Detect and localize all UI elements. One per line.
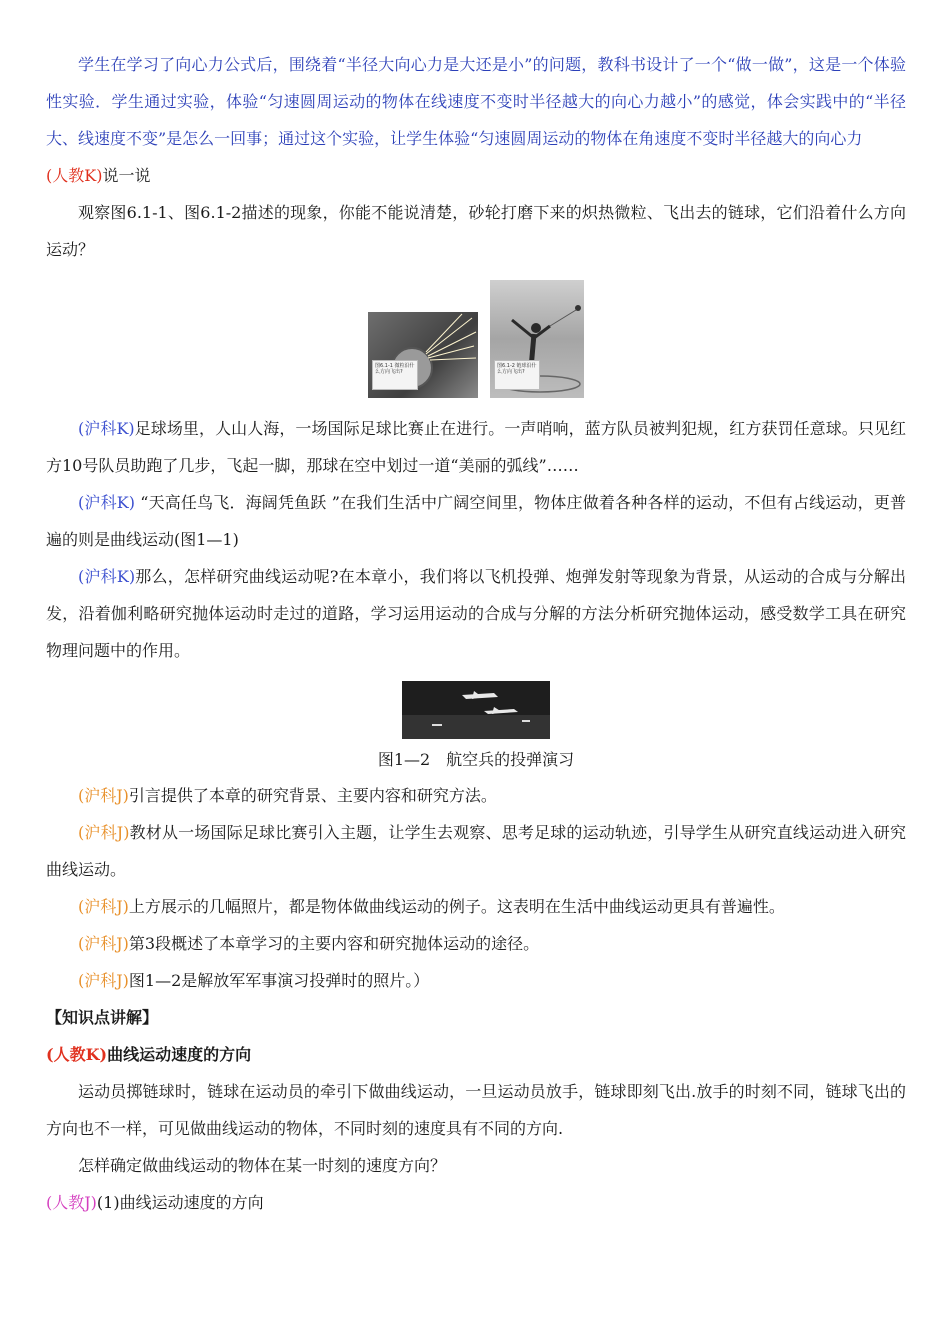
source-tag: (沪科J) — [78, 971, 129, 990]
aircraft-graphic — [402, 681, 550, 739]
hk-paragraph-2 — [46, 484, 906, 558]
section3-heading — [46, 1184, 906, 1221]
intro-paragraph: 学生在学习了向心力公式后，围绕着“半径大向心力是大还是小”的问题，教科书设计了一个“做一做”，这是一个体验性实验．学生通过实验，体验“匀速圆周运动的物体在线速度不变时半径越大的向心力越小”的感觉，体会实践中的“半径大、线速度不变”是怎么一回事；通过这个实验，让学生体验“匀速圆周运动的物体在角速度不变时半径越大的向心力 — [46, 55, 906, 148]
figure-1-2-caption: 图1—2 航空兵的投弹演习 — [377, 750, 575, 769]
source-tag: (沪科J) — [78, 823, 130, 842]
figure-6-1-1-label: 图6.1-1 微粒沿什么方向飞出? — [372, 360, 418, 390]
hk-paragraph-1-text: 足球场里，人山人海，一场国际足球比赛止在进行。一声哨响，蓝方队员被判犯规，红方获罚任意球。只见红方10号队员助跑了几步，飞起一脚，那球在空中划过一道“美丽的弧线”…… — [46, 419, 906, 475]
section3-title: (1)曲线运动速度的方向 — [96, 1193, 264, 1212]
hk-paragraph-1 — [46, 410, 906, 484]
section2-title: 曲线运动速度的方向 — [107, 1045, 252, 1064]
source-tag: (人教K) — [46, 1045, 108, 1064]
section1-body: 观察图6.1-1、图6.1-2描述的现象，你能不能说清楚，砂轮打磨下来的炽热微粒、飞出去的链球，它们沿着什么方向运动？ — [46, 203, 906, 259]
source-tag: (沪科K) — [78, 493, 135, 512]
hj-paragraph-3-text: 上方展示的几幅照片，都是物体做曲线运动的例子。这表明在生活中曲线运动更具有普遍性。 — [128, 897, 785, 916]
hj-paragraph-4-text: 第3段概述了本章学习的主要内容和研究抛体运动的途径。 — [128, 934, 540, 953]
source-tag: (人教J) — [46, 1193, 97, 1212]
figure-row-top — [46, 276, 906, 398]
source-tag: (沪科J) — [78, 786, 129, 805]
source-tag: (沪科J) — [78, 934, 129, 953]
section1-title: 说一说 — [102, 166, 151, 185]
hj-paragraph-3 — [46, 888, 906, 925]
source-tag: (沪科J) — [78, 897, 129, 916]
section1-heading — [46, 157, 906, 194]
hk-paragraph-3-text: 那么，怎样研究曲线运动呢?在本章小，我们将以飞机投弹、炮弹发射等现象为背景，从运动的合成与分解出发，沿着伽利略研究抛体运动时走过的道路，学习运用运动的合成与分解的方法分析研究抛体运动，感受数学工具在研究物理问题中的作用。 — [46, 567, 906, 660]
figure-6-1-2-label: 图6.1-2 链球沿什么方向飞出? — [494, 360, 540, 390]
hj-paragraph-2-text: 教材从一场国际足球比赛引入主题，让学生去观察、思考足球的运动轨迹，引导学生从研究直线运动进入研究曲线运动。 — [46, 823, 906, 879]
section2-body2: 怎样确定做曲线运动的物体在某一时刻的速度方向？ — [78, 1156, 447, 1175]
bombing-drill-photo — [402, 681, 550, 739]
figure-1-2-wrap — [46, 681, 906, 739]
hammer-throw-photo — [490, 280, 584, 398]
hk-paragraph-3 — [46, 558, 906, 669]
source-tag: (沪科K) — [78, 419, 135, 438]
grinder-photo — [368, 312, 478, 398]
section2-body1: 运动员掷链球时，链球在运动员的牵引下做曲线运动，一旦运动员放手，链球即刻飞出.放手的时刻不同，链球飞出的方向也不一样，可见做曲线运动的物体，不同时刻的速度具有不同的方向. — [46, 1082, 906, 1138]
section2-heading — [46, 1036, 906, 1073]
source-tag: (人教K) — [46, 166, 103, 185]
document-page — [46, 46, 906, 1221]
hj-paragraph-5-text: 图1—2是解放军军事演习投弹时的照片。） — [128, 971, 430, 990]
hj-paragraph-2 — [46, 814, 906, 888]
knowledge-header: 【知识点讲解】 — [46, 1008, 159, 1027]
hj-paragraph-5 — [46, 962, 906, 999]
hk-paragraph-2-text: “天高任鸟飞．海阔凭鱼跃 ”在我们生活中广阔空间里，物体庄做着各种各样的运动，不但有占线运动，更普遍的则是曲线运动(图1—1) — [46, 493, 906, 549]
hj-paragraph-1-text: 引言提供了本章的研究背景、主要内容和研究方法。 — [128, 786, 497, 805]
source-tag: (沪科K) — [78, 567, 136, 586]
hj-paragraph-4 — [46, 925, 906, 962]
hj-paragraph-1 — [46, 777, 906, 814]
